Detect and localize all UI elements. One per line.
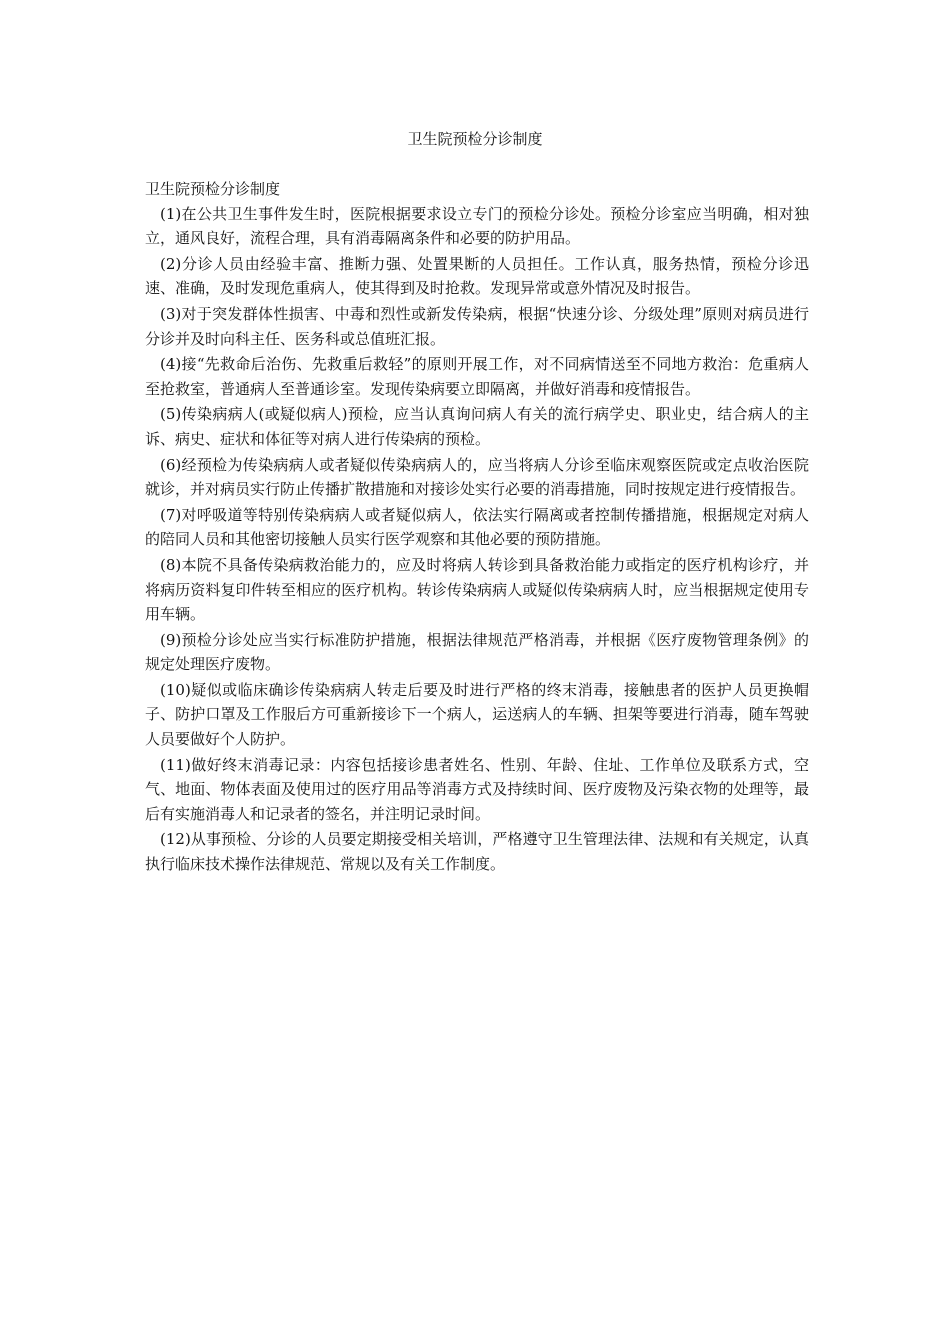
paragraph-2: (2)分诊人员由经验丰富、推断力强、处置果断的人员担任。工作认真，服务热情，预检分诊迅速、准确，及时发现危重病人，使其得到及时抢救。发现异常或意外情况及时报告。 xyxy=(145,254,809,298)
paragraph-10: (10)疑似或临床确诊传染病病人转走后要及时进行严格的终末消毒，接触患者的医护人员更换帽子、防护口罩及工作服后方可重新接诊下一个病人，运送病人的车辆、担架等要进行消毒，随车驾驶人员要做好个人防护。 xyxy=(145,680,809,749)
document-title: 卫生院预检分诊制度 xyxy=(407,130,543,148)
paragraph-3: (3)对于突发群体性损害、中毒和烈性或新发传染病，根据“快速分诊、分级处理”原则对病员进行分诊并及时向科主任、医务科或总值班汇报。 xyxy=(145,304,809,348)
paragraph-7: (7)对呼吸道等特别传染病病人或者疑似病人，依法实行隔离或者控制传播措施，根据规定对病人的陪同人员和其他密切接触人员实行医学观察和其他必要的预防措施。 xyxy=(145,505,809,549)
paragraph-9: (9)预检分诊处应当实行标准防护措施，根据法律规范严格消毒，并根据《医疗废物管理条例》的规定处理医疗废物。 xyxy=(145,630,809,674)
paragraph-4: (4)接“先救命后治伤、先救重后救轻”的原则开展工作，对不同病情送至不同地方救治：危重病人至抢救室，普通病人至普通诊室。发现传染病要立即隔离，并做好消毒和疫情报告。 xyxy=(145,355,809,398)
paragraph-8: (8)本院不具备传染病救治能力的，应及时将病人转诊到具备救治能力或指定的医疗机构诊疗，并将病历资料复印件转至相应的医疗机构。转诊传染病病人或疑似传染病病人时，应当根据规定使用专用车辆。 xyxy=(145,555,809,624)
paragraph-5: (5)传染病病人(或疑似病人)预检，应当认真询问病人有关的流行病学史、职业史，结合病人的主诉、病史、症状和体征等对病人进行传染病的预检。 xyxy=(145,405,809,448)
document-body xyxy=(145,177,809,878)
paragraph-1: (1)在公共卫生事件发生时，医院根据要求设立专门的预检分诊处。预检分诊室应当明确，相对独立，通风良好，流程合理，具有消毒隔离条件和必要的防护用品。 xyxy=(145,204,809,248)
document-subtitle: 卫生院预检分诊制度 xyxy=(145,180,281,198)
paragraph-11: (11)做好终末消毒记录：内容包括接诊患者姓名、性别、年龄、住址、工作单位及联系方式，空气、地面、物体表面及使用过的医疗用品等消毒方式及持续时间、医疗废物及污染衣物的处理等，最后有实施消毒人和记录者的签名，并注明记录时间。 xyxy=(145,755,809,823)
paragraph-12: (12)从事预检、分诊的人员要定期接受相关培训，严格遵守卫生管理法律、法规和有关规定，认真执行临床技术操作法律规范、常规以及有关工作制度。 xyxy=(145,830,809,874)
paragraph-6: (6)经预检为传染病病人或者疑似传染病病人的，应当将病人分诊至临床观察医院或定点收治医院就诊，并对病员实行防止传播扩散措施和对接诊处实行必要的消毒措施，同时按规定进行疫情报告。 xyxy=(145,455,809,499)
